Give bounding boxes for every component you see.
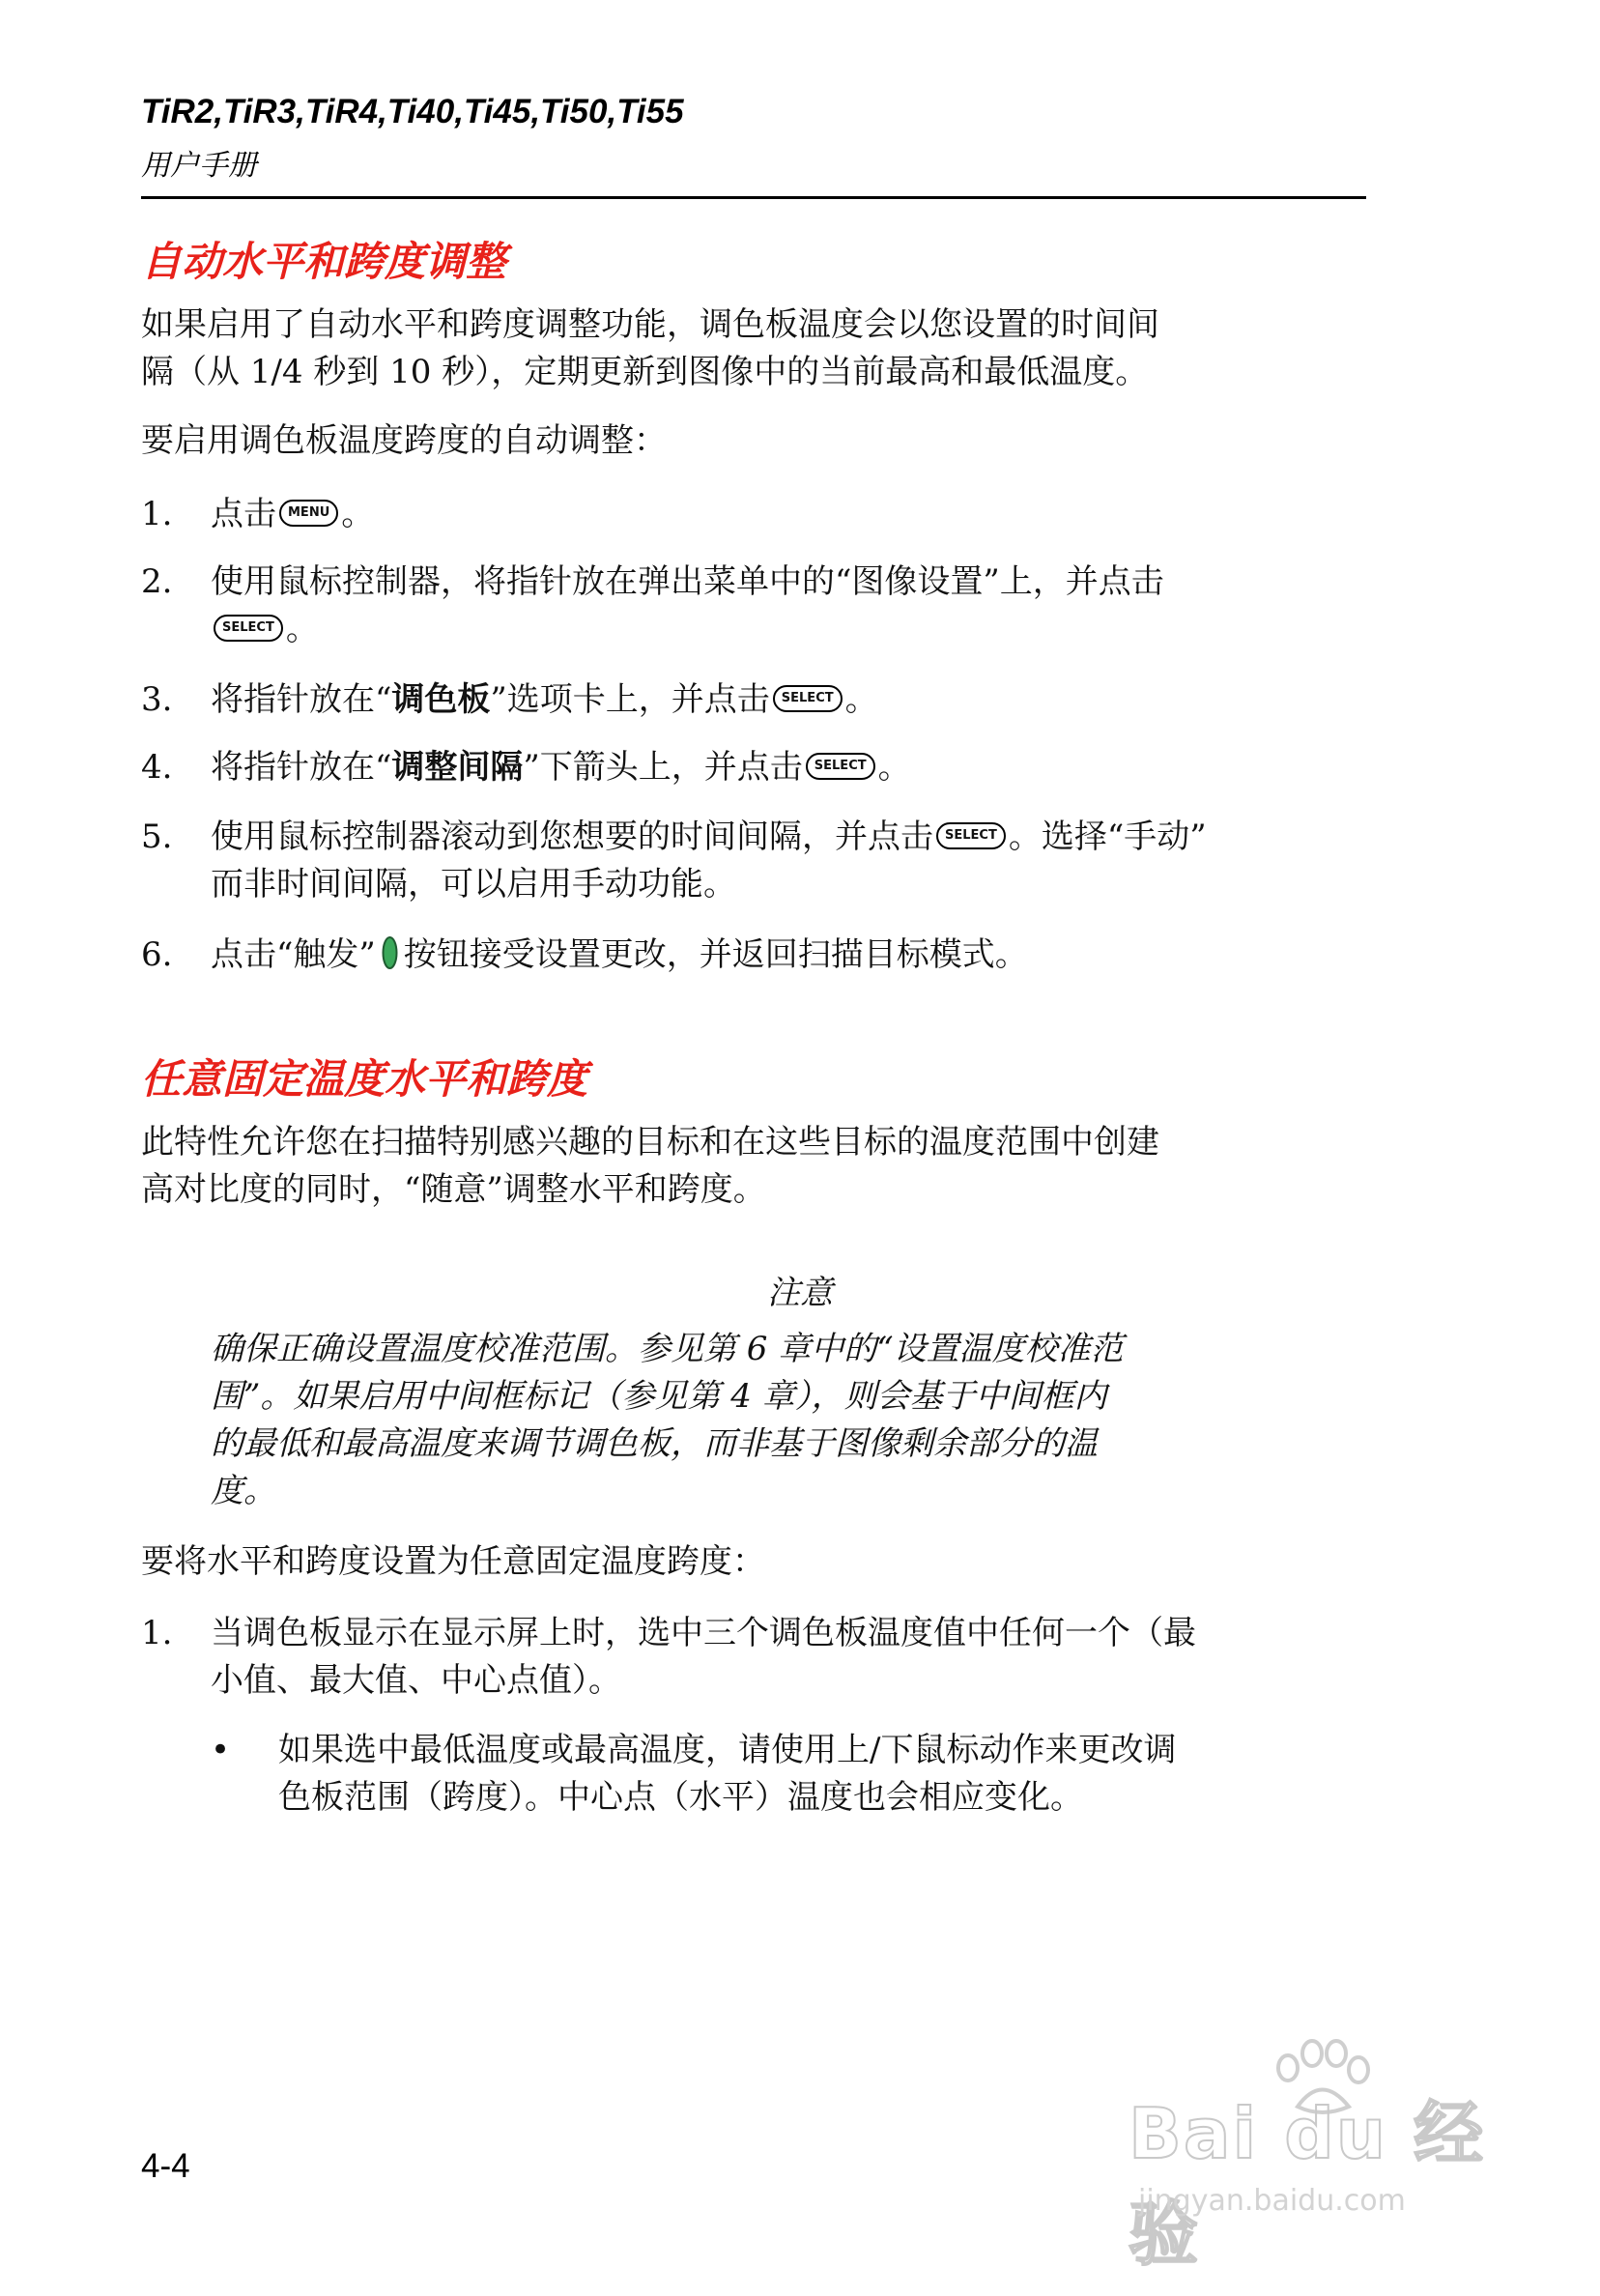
note-heading: 注意 bbox=[767, 1274, 833, 1312]
step-number: 4. bbox=[141, 748, 173, 787]
header-subtitle: 用户手册 bbox=[141, 149, 257, 183]
section2-intro-line1: 此特性允许您在扫描特别感兴趣的目标和在这些目标的温度范围中创建 bbox=[141, 1123, 1159, 1162]
step-text-a: 使用鼠标控制器，将指针放在弹出菜单中的“图像设置”上，并点击 bbox=[211, 562, 1164, 601]
step-text bbox=[211, 744, 1370, 791]
section2-lead: 要将水平和跨度设置为任意固定温度跨度： bbox=[141, 1542, 765, 1581]
note-line: 度。 bbox=[211, 1472, 276, 1510]
step-text-line2: 而非时间间隔，可以启用手动功能。 bbox=[211, 865, 736, 904]
step-text-line2: 小值、最大值、中心点值）。 bbox=[211, 1661, 621, 1700]
section-title-fixed-level-span: 任意固定温度水平和跨度 bbox=[141, 1055, 588, 1103]
step-number: 1. bbox=[141, 495, 173, 533]
bullet-dot: • bbox=[211, 1731, 231, 1769]
select-button-icon: SELECT bbox=[806, 753, 875, 780]
menu-button-icon: MENU bbox=[279, 500, 338, 527]
step-bold-term: 调整间隔 bbox=[391, 748, 524, 787]
step-bold-term: 调色板 bbox=[391, 680, 491, 719]
step-text-b: 按钮接受设置更改，并返回扫描目标模式。 bbox=[403, 935, 1028, 974]
bullet-text-line1: 如果选中最低温度或最高温度，请使用上/下鼠标动作来更改调 bbox=[278, 1731, 1177, 1769]
section2-intro-line2: 高对比度的同时，“随意”调整水平和跨度。 bbox=[141, 1170, 766, 1209]
step-number: 2. bbox=[141, 562, 173, 601]
note-line: 确保正确设置温度校准范围。参见第 6 章中的“设置温度校准范 bbox=[211, 1330, 1124, 1368]
step-text-a: 使用鼠标控制器滚动到您想要的时间间隔，并点击 bbox=[211, 818, 933, 856]
watermark-url: jingyan.baidu.com bbox=[1138, 2184, 1406, 2218]
select-button-icon: SELECT bbox=[936, 822, 1006, 849]
trigger-button-icon bbox=[382, 935, 398, 970]
step-number: 5. bbox=[141, 818, 173, 856]
step-text-b: 。 bbox=[844, 680, 878, 719]
step-text bbox=[211, 814, 1370, 908]
step-text bbox=[211, 559, 1370, 653]
step-text-a: 将指针放在“ bbox=[211, 748, 392, 787]
step-text-a2: ”下箭头上，并点击 bbox=[523, 748, 803, 787]
step-text-a: 将指针放在“ bbox=[211, 680, 392, 719]
step-number: 6. bbox=[141, 935, 173, 974]
step-text bbox=[211, 932, 1370, 979]
step-text-b: 。 bbox=[341, 495, 375, 533]
select-button-icon: SELECT bbox=[773, 685, 843, 712]
bullet-text bbox=[278, 1727, 1370, 1822]
section1-intro-line1: 如果启用了自动水平和跨度调整功能，调色板温度会以您设置的时间间 bbox=[141, 305, 1159, 344]
select-button-icon: SELECT bbox=[214, 615, 283, 642]
bullet-text-line2: 色板范围（跨度）。中心点（水平）温度也会相应变化。 bbox=[278, 1778, 1083, 1817]
step-text bbox=[211, 491, 1370, 538]
step-text bbox=[211, 1610, 1370, 1705]
step-text bbox=[211, 676, 1370, 724]
header-models: TiR2,TiR3,TiR4,Ti40,Ti45,Ti50,Ti55 bbox=[141, 93, 684, 130]
step-text-b: 。 bbox=[877, 748, 911, 787]
section1-intro-line2: 隔（从 1/4 秒到 10 秒），定期更新到图像中的当前最高和最低温度。 bbox=[141, 353, 1149, 391]
step-number: 3. bbox=[141, 680, 173, 719]
step-text-b: 。 bbox=[285, 610, 319, 648]
watermark-brand: Bai du 经验 bbox=[1129, 2093, 1486, 2275]
note-text bbox=[211, 1326, 1293, 1515]
step-text-line1: 当调色板显示在显示屏上时，选中三个调色板温度值中任何一个（最 bbox=[211, 1614, 1196, 1652]
section2-intro bbox=[141, 1119, 1368, 1214]
header-rule bbox=[141, 196, 1366, 199]
step-text-a2: ”选项卡上，并点击 bbox=[490, 680, 770, 719]
step-text-a: 点击“触发” bbox=[211, 935, 376, 974]
baidu-watermark bbox=[1129, 2039, 1515, 2275]
section1-intro bbox=[141, 301, 1368, 396]
step-text-a: 点击 bbox=[211, 495, 276, 533]
step-text-b: 。选择“手动” bbox=[1008, 818, 1207, 856]
note-line: 围”。如果启用中间框标记（参见第 4 章），则会基于中间框内 bbox=[211, 1377, 1107, 1416]
page-number: 4-4 bbox=[141, 2147, 190, 2185]
note-line: 的最低和最高温度来调节调色板，而非基于图像剩余部分的温 bbox=[211, 1424, 1098, 1463]
section1-lead: 要启用调色板温度跨度的自动调整： bbox=[141, 421, 667, 460]
step-number: 1. bbox=[141, 1614, 173, 1652]
section-title-auto-level-span: 自动水平和跨度调整 bbox=[141, 238, 507, 285]
